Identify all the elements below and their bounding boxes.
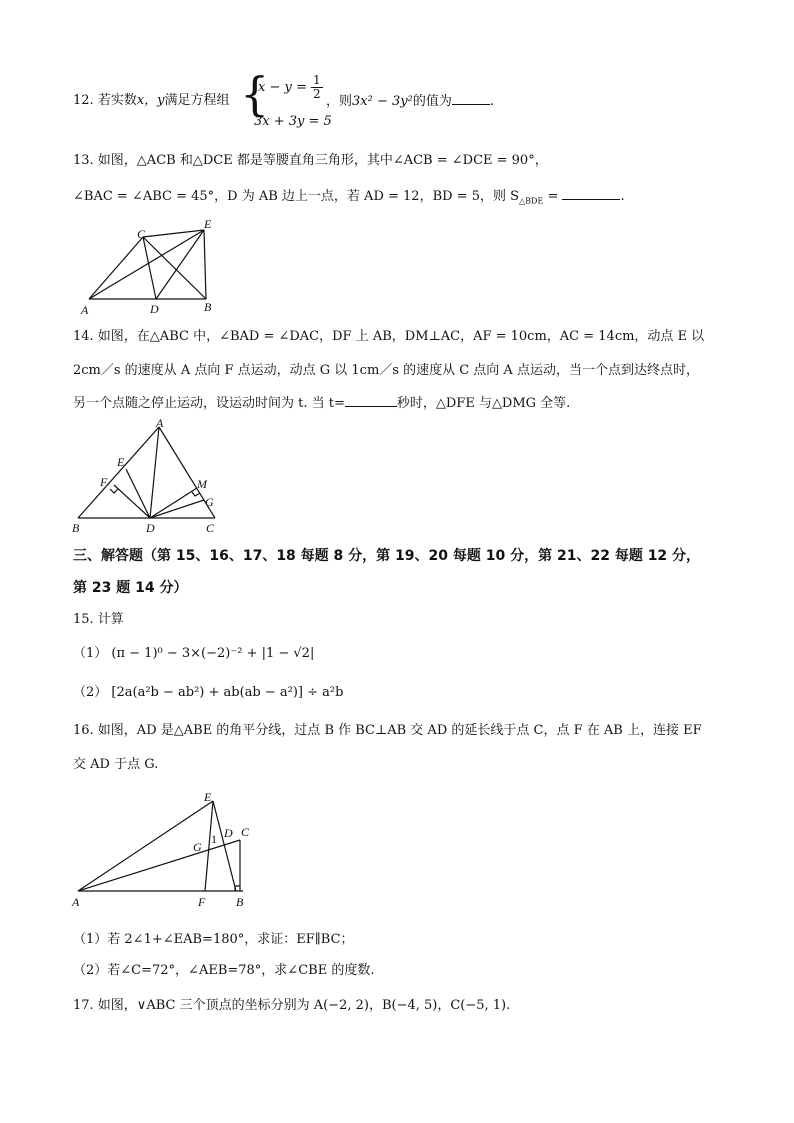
label-M: M <box>197 477 207 491</box>
label-B: B <box>236 895 244 909</box>
q12-eq2: 3x + 3y = 5 <box>254 114 332 129</box>
label-G: G <box>205 495 214 509</box>
q12-tail: ，则3x² − 3y²的值为 . <box>326 94 494 109</box>
q14-line3: 另一个点随之停止运动，设运动时间为 t. 当 t= 秒时，△DFE 与△DMG 全等. <box>73 396 571 411</box>
q12-number: 12. <box>73 93 94 108</box>
label-F: F <box>100 475 108 489</box>
q13-answer-blank <box>562 187 620 200</box>
q15-title: 15. 计算 <box>73 612 124 627</box>
q14-answer-blank <box>345 394 397 407</box>
label-D: D <box>224 826 233 840</box>
q14-line1: 14. 如图，在△ABC 中，∠BAD = ∠DAC，DF 上 AB，DM⊥AC，AF = 10cm，AC = 14cm，动点 E 以 <box>73 329 705 344</box>
label-E: E <box>117 455 125 469</box>
q13-figure <box>78 217 228 320</box>
q15-part1: （1） (π − 1)⁰ − 3×(−2)⁻² + |1 − √2| <box>73 646 315 661</box>
q12-answer-blank <box>452 92 490 105</box>
label-A: A <box>156 416 164 430</box>
q13-line2: ∠BAC = ∠ABC = 45°，D 为 AB 边上一点，若 AD = 12，BD = 5，则 $S_{\triangle BDE}$ = . <box>73 189 625 206</box>
section3-heading-line2: 第 23 题 14 分） <box>73 580 188 596</box>
q12-text: 12. 若实数x，y满足方程组 <box>73 93 230 108</box>
q12-eq1: x − y = $\frac{1}{2}$ <box>258 73 321 101</box>
label-A: A <box>81 303 89 317</box>
label-C: C <box>241 825 250 839</box>
label-A: A <box>72 895 80 909</box>
label-E: E <box>204 790 212 804</box>
q14-line2: 2cm／s 的速度从 A 点向 F 点运动，动点 G 以 1cm／s 的速度从 C 点向 A 点运动，当一个点到达终点时， <box>73 363 699 378</box>
label-E: E <box>204 217 212 231</box>
q14-figure <box>70 415 230 540</box>
q13-line1: 13. 如图，△ACB 和△DCE 都是等腰直角三角形，其中∠ACB = ∠DCE = 90°， <box>73 153 548 168</box>
label-B: B <box>72 521 80 535</box>
q16-part1: （1）若 2∠1+∠EAB=180°，求证：EF∥BC； <box>73 932 354 947</box>
label-D: D <box>146 521 155 535</box>
q17-line1: 17. 如图，∨ABC 三个顶点的坐标分别为 A(−2, 2)，B(−4, 5)，C(−5, 1). <box>73 998 511 1013</box>
q16-figure <box>66 785 271 915</box>
label-B: B <box>204 300 212 314</box>
label-C: C <box>206 521 215 535</box>
q16-line1: 16. 如图，AD 是△ABE 的角平分线，过点 B 作 BC⊥AB 交 AD 的延长线于点 C，点 F 在 AB 上，连接 EF <box>73 723 702 738</box>
label-G: G <box>193 840 202 854</box>
system-brace: { <box>240 67 270 121</box>
label-angle-1: 1 <box>211 832 217 846</box>
q16-line2: 交 AD 于点 G. <box>73 757 159 772</box>
label-C: C <box>137 227 146 241</box>
q15-part2: （2） [2a(a²b − ab²) + ab(ab − a²)] ÷ a²b <box>73 685 344 700</box>
label-D: D <box>150 302 159 316</box>
section3-heading-line1: 三、解答题（第 15、16、17、18 每题 8 分，第 19、20 每题 10 分，第 21、22 每题 12 分， <box>73 548 701 564</box>
q16-part2: （2）若∠C=72°，∠AEB=78°，求∠CBE 的度数. <box>73 963 375 978</box>
label-F: F <box>198 895 206 909</box>
